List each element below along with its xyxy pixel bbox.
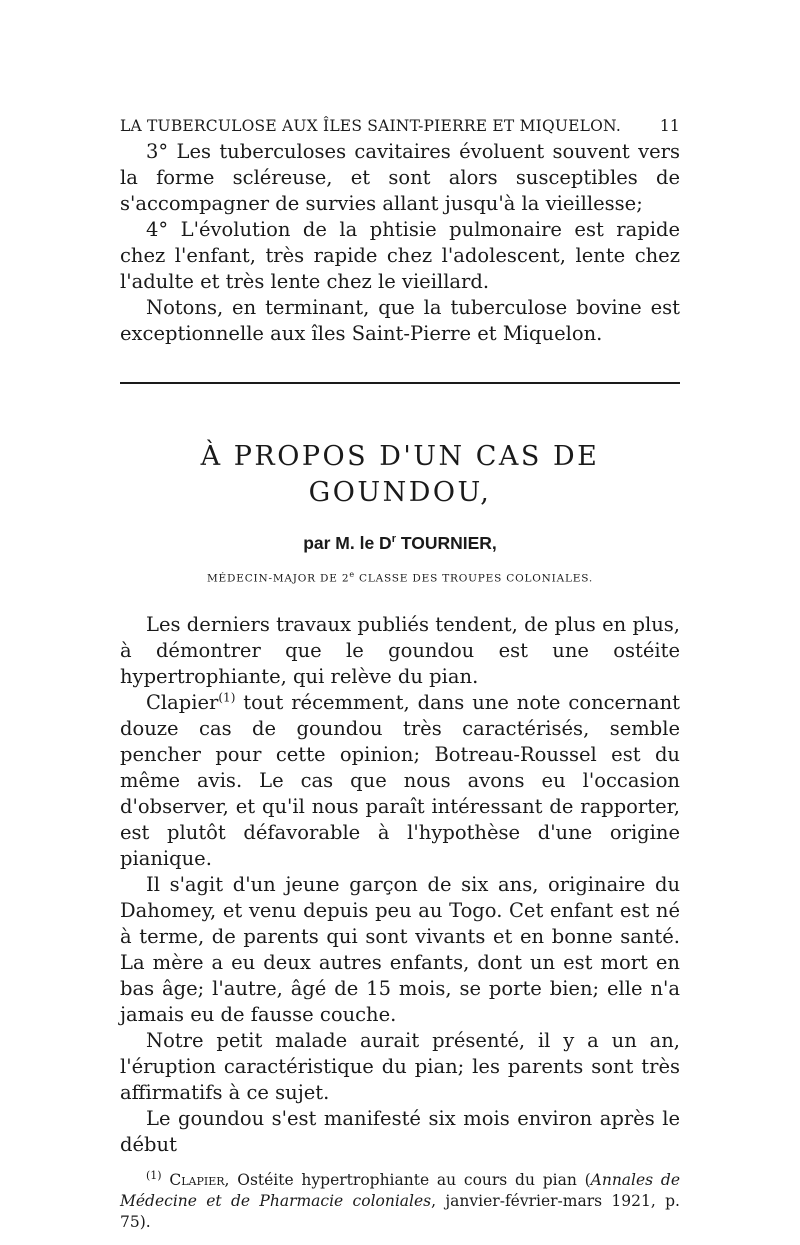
running-header bbox=[120, 113, 680, 139]
paragraph: 3° Les tuberculoses cavitaires évoluent souvent vers la forme scléreuse, et sont alors susceptibles de s'accompagner de survies allant jusqu'à la vieillesse; bbox=[120, 140, 680, 215]
paragraph-text: tout récemment, dans une note concernant douze cas de goundou très caractérisés, semble pencher pour cette opinion; Botreau-Roussel est du même avis. Le cas que nous avons eu l'occasion d'observer, et qu'il nous paraît intéressant de rapporter, est plutôt défavorable à l'hypothèse d'une origine pianique. bbox=[120, 691, 680, 871]
section-divider bbox=[120, 382, 680, 384]
footnote-mark: (1) bbox=[146, 1169, 162, 1183]
author-affiliation bbox=[120, 567, 680, 587]
author-byline bbox=[120, 527, 680, 555]
byline-prefix: par M. le D bbox=[303, 532, 392, 553]
footnote-journal: Annales de Médecine et de Pharmacie coloniales bbox=[120, 1171, 680, 1211]
paragraph bbox=[120, 690, 680, 872]
footnote bbox=[120, 1170, 680, 1233]
article-body bbox=[120, 612, 680, 1158]
paragraph: Il s'agit d'un jeune garçon de six ans, originaire du Dahomey, et venu depuis peu au Togo. Cet enfant est né à terme, de parents qui sont vivants et en bonne santé. La mère a eu deux autres enfants, dont un est mort en bas âge; l'autre, âgé de 15 mois, se porte bien; elle n'a jamais eu de fausse couche. bbox=[120, 873, 680, 1027]
article-title: À PROPOS D'UN CAS DE GOUNDOU, bbox=[200, 441, 600, 508]
author-name: TOURNIER, bbox=[400, 532, 497, 553]
affiliation-suffix: CLASSE DES TROUPES COLONIALES. bbox=[359, 572, 593, 585]
affiliation-superscript: e bbox=[349, 569, 355, 579]
footnote-reference[interactable]: (1) bbox=[218, 690, 236, 705]
page-number: 11 bbox=[659, 117, 680, 135]
footnote-author: Clapier, bbox=[169, 1171, 230, 1190]
affiliation-prefix: MÉDECIN-MAJOR DE 2 bbox=[207, 572, 350, 585]
book-page bbox=[120, 113, 680, 1233]
paragraph: Le goundou s'est manifesté six mois environ après le début bbox=[120, 1107, 680, 1157]
byline-superscript: r bbox=[391, 533, 396, 545]
running-title: LA TUBERCULOSE AUX ÎLES SAINT-PIERRE ET MIQUELON. bbox=[120, 117, 621, 135]
footnote-text: Ostéite hypertrophiante au cours du pian ( bbox=[229, 1171, 591, 1190]
paragraph: 4° L'évolution de la phtisie pulmonaire est rapide chez l'enfant, très rapide chez l'adolescent, lente chez l'adulte et très lente chez le vieillard. bbox=[120, 218, 680, 293]
previous-article-ending bbox=[120, 139, 680, 347]
paragraph: Notre petit malade aurait présenté, il y a un an, l'éruption caractéristique du pian; les parents sont très affirmatifs à ce sujet. bbox=[120, 1029, 680, 1105]
footnote-text-end: , janvier-février-mars 1921, p. 75). bbox=[120, 1192, 680, 1232]
cited-author: Clapier bbox=[146, 691, 219, 715]
paragraph: Les derniers travaux publiés tendent, de plus en plus, à démontrer que le goundou est une ostéite hypertrophiante, qui relève du pian. bbox=[120, 613, 680, 689]
paragraph: Notons, en terminant, que la tuberculose bovine est exceptionnelle aux îles Saint-Pierre et Miquelon. bbox=[120, 296, 680, 345]
